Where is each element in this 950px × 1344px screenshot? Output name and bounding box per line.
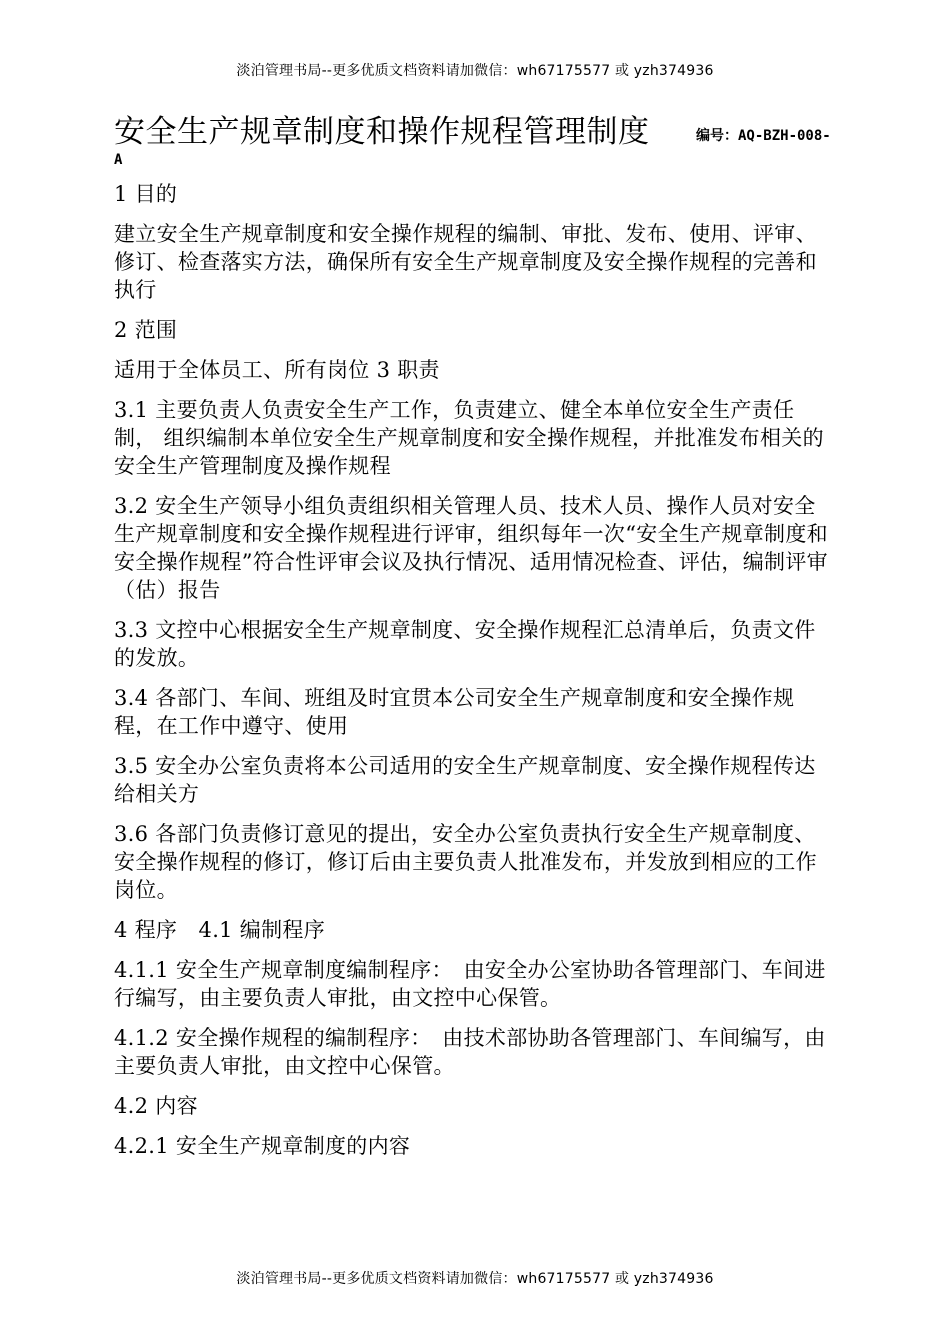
document-code: 编号：AQ-BZH-008- <box>696 128 831 144</box>
paragraph-3-4: 3.4 各部门、车间、班组及时宜贯本公司安全生产规章制度和安全操作规程，在工作中遵守、使用 <box>114 686 795 738</box>
paragraph-purpose: 建立安全生产规章制度和安全操作规程的编制、审批、发布、使用、评审、修订、检查落实方法，确保所有安全生产规章制度及安全操作规程的完善和执行 <box>114 222 817 302</box>
footer-watermark-note: 淡泊管理书局--更多优质文档资料请加微信：wh67175577 或 yzh374936 <box>236 1271 714 1287</box>
title-row <box>114 110 836 154</box>
paragraph-3-6: 3.6 各部门负责修订意见的提出，安全办公室负责执行安全生产规章制度、安全操作规程的修订，修订后由主要负责人批准发布，并发放到相应的工作岗位。 <box>114 822 817 902</box>
section-heading-purpose: 1 目的 <box>114 182 178 206</box>
paragraph-3-5: 3.5 安全办公室负责将本公司适用的安全生产规章制度、安全操作规程传达给相关方 <box>114 754 816 806</box>
paragraph-3-3: 3.3 文控中心根据安全生产规章制度、安全操作规程汇总清单后，负责文件的发放。 <box>114 618 816 670</box>
section-heading-procedure: 4 程序 4.1 编制程序 <box>114 918 326 942</box>
document-title: 安全生产规章制度和操作规程管理制度 <box>114 114 650 150</box>
paragraph-4-1-2: 4.1.2 安全操作规程的编制程序： 由技术部协助各管理部门、车间编写，由主要负责人审批，由文控中心保管。 <box>114 1026 826 1078</box>
paragraph-3-1: 3.1 主要负责人负责安全生产工作，负责建立、健全本单位安全生产责任制， 组织编制本单位安全生产规章制度和安全操作规程，并批准发布相关的安全生产管理制度及操作规程 <box>114 398 824 478</box>
paragraph-scope: 适用于全体员工、所有岗位 3 职责 <box>114 358 440 382</box>
section-heading-scope: 2 范围 <box>114 318 178 342</box>
header-watermark-note: 淡泊管理书局--更多优质文档资料请加微信：wh67175577 或 yzh374936 <box>236 63 714 79</box>
section-heading-4-2-1: 4.2.1 安全生产规章制度的内容 <box>114 1134 411 1158</box>
paragraph-4-1-1: 4.1.1 安全生产规章制度编制程序： 由安全办公室协助各管理部门、车间进行编写，由主要负责人审批，由文控中心保管。 <box>114 958 826 1010</box>
document-code-continued: A <box>114 152 123 168</box>
section-heading-4-2: 4.2 内容 <box>114 1094 198 1118</box>
document-body <box>114 110 836 1172</box>
paragraph-3-2: 3.2 安全生产领导小组负责组织相关管理人员、技术人员、操作人员对安全生产规章制度和安全操作规程进行评审，组织每年一次“安全生产规章制度和安全操作规程”符合性评审会议及执行情况、适用情况检查、评估，编制评审（估）报告 <box>114 494 828 602</box>
